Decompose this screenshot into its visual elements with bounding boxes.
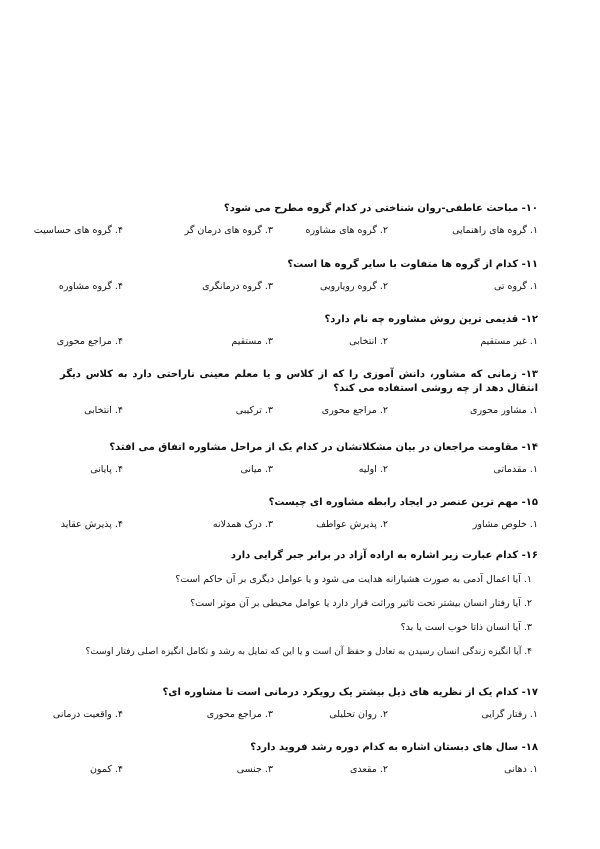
option-1: ۱. گروه های راهنمایی <box>452 225 538 236</box>
question-11 <box>60 258 538 295</box>
option-2: ۲. انتخابی <box>349 336 388 347</box>
options-row <box>60 464 538 478</box>
option-4: ۴. پذیرش عقاید <box>60 519 123 530</box>
option-1: ۱. غیر مستقیم <box>480 336 538 347</box>
option-3: ۳. گروه درمانگری <box>202 281 273 292</box>
option-2: ۲. گروه های مشاوره <box>305 225 388 236</box>
option-2: ۲. گروه رویارویی <box>320 281 388 292</box>
option-2: ۲. اولیه <box>358 464 388 475</box>
question-stem: ۱۸- سال های دبستان اشاره به کدام دوره رشد فروید دارد؟ <box>250 742 538 753</box>
option-1: ۱. دهانی <box>504 764 538 775</box>
question-stem: ۱۲- قدیمی ترین روش مشاوره چه نام دارد؟ <box>324 314 538 325</box>
question-stem: ۱۶- کدام عبارت زیر اشاره به اراده آزاد در برابر جبر گرایی دارد <box>230 550 538 561</box>
question-17 <box>52 686 538 723</box>
question-15 <box>60 496 538 533</box>
question-13 <box>60 368 538 419</box>
options-row <box>60 405 538 419</box>
options-row <box>60 519 538 533</box>
option-4: ۴. انتخابی <box>84 405 123 416</box>
question-stem: ۱۱- کدام از گروه ها متفاوت با سایر گروه ها است؟ <box>287 259 538 270</box>
list-item: ۲. آیا رفتار انسان بیشتر تحت تاثیر وراثت قرار دارد یا عوامل محیطی بر آن موثر است؟ <box>190 598 532 609</box>
option-3: ۳. میانی <box>240 464 273 475</box>
question-stem: ۱۰- مباحث عاطفی-روان شناختی در کدام گروه مطرح می شود؟ <box>223 203 538 214</box>
option-2: ۲. پذیرش عواطف <box>316 519 388 530</box>
question-10 <box>33 202 538 239</box>
list-item: ۳. آیا انسان ذاتا خوب است یا بد؟ <box>400 622 532 633</box>
option-4: ۴. گروه های حساسیت <box>33 225 123 236</box>
question-stem: ۱۳- زمانی که مشاور، دانش آموزی را که از کلاس و یا معلم معینی ناراحتی دارد به کلاس دیگر انتقال دهد از چه روشی استفاده می کند؟ <box>60 369 538 394</box>
option-2: ۲. مقعدی <box>349 764 388 775</box>
option-1: ۱. گروه تی <box>493 281 538 292</box>
option-3: ۳. جنسی <box>236 764 273 775</box>
option-2: ۲. مراجع محوری <box>321 405 388 416</box>
option-4: ۴. گروه مشاوره <box>58 281 123 292</box>
question-16 <box>60 549 538 659</box>
list-item: ۴. آیا انگیزه زندگی انسان رسیدن به تعادل و حفظ آن است و یا این که تمایل به رشد و تکامل انگیزه اصلی رفتار اوست؟ <box>85 647 532 657</box>
option-3: ۳. گروه های درمان گر <box>184 225 273 236</box>
option-4: ۴. پایانی <box>90 464 123 475</box>
options-row <box>56 336 538 350</box>
option-4: ۴. مراجع محوری <box>56 336 123 347</box>
option-3: ۳. ترکیبی <box>235 405 273 416</box>
question-12 <box>56 313 538 350</box>
list-item: ۱. آیا اعمال آدمی به صورت هشیارانه هدایت می شود و یا عوامل دیگری بر آن حاکم است؟ <box>175 574 532 585</box>
question-18 <box>60 741 538 778</box>
option-3: ۳. درک همدلانه <box>212 519 273 530</box>
option-3: ۳. مراجع محوری <box>206 709 273 720</box>
option-1: ۱. مشاور محوری <box>470 405 538 416</box>
question-stem: ۱۵- مهم ترین عنصر در ایجاد رابطه مشاوره ای چیست؟ <box>268 497 538 508</box>
option-1: ۱. رفتار گرایی <box>481 709 538 720</box>
option-2: ۲. روان تحلیلی <box>329 709 388 720</box>
option-1: ۱. مقدماتی <box>493 464 538 475</box>
option-3: ۳. مستقیم <box>231 336 273 347</box>
options-row <box>60 764 538 778</box>
options-row <box>33 225 538 239</box>
question-14 <box>60 441 538 478</box>
option-4: ۴. واقعیت درمانی <box>52 709 123 720</box>
option-4: ۴. کمون <box>89 764 123 775</box>
options-row <box>60 281 538 295</box>
option-1: ۱. خلوص مشاور <box>472 519 538 530</box>
question-stem: ۱۴- مقاومت مراجعان در بیان مشکلاتشان در کدام یک از مراحل مشاوره اتفاق می افتد؟ <box>109 442 538 453</box>
options-row <box>52 709 538 723</box>
question-stem: ۱۷- کدام یک از نظریه های ذیل بیشتر یک رویکرد درمانی است تا مشاوره ای؟ <box>162 687 538 698</box>
